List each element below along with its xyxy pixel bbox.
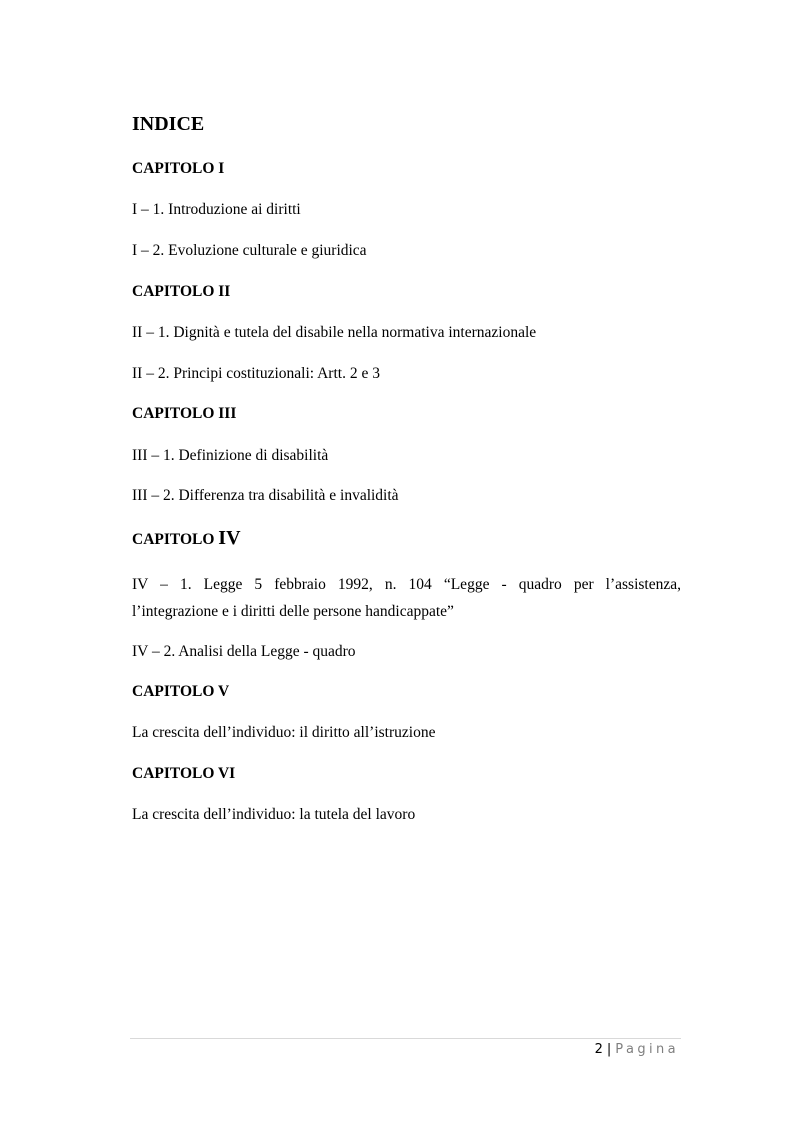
chapter-heading-1: CAPITOLO I: [132, 160, 225, 177]
chapter-heading-5: CAPITOLO V: [132, 683, 230, 700]
toc-entry: La crescita dell’individuo: il diritto all’istruzione: [132, 724, 436, 741]
toc-entry: La crescita dell’individuo: la tutela del lavoro: [132, 806, 416, 823]
toc-entry-line: l’integrazione e i diritti delle persone handicappate”: [132, 603, 454, 620]
chapter-heading-2: CAPITOLO II: [132, 283, 231, 300]
chapter-heading-6: CAPITOLO VI: [132, 765, 236, 782]
index-title: INDICE: [132, 113, 205, 135]
page-label: Pagina: [615, 1042, 679, 1057]
toc-entry: IV – 2. Analisi della Legge - quadro: [132, 643, 356, 660]
chapter-heading-3: CAPITOLO III: [132, 405, 237, 422]
page-footer: [595, 1041, 679, 1059]
footer-divider: [130, 1038, 681, 1039]
footer-separator: |: [606, 1042, 612, 1057]
chapter-heading-prefix: CAPITOLO: [132, 531, 219, 548]
toc-entry: III – 1. Definizione di disabilità: [132, 447, 329, 464]
chapter-heading-numeral: IV: [218, 527, 241, 549]
page-number: 2: [594, 1042, 603, 1057]
toc-entry-line: IV – 1. Legge 5 febbraio 1992, n. 104 “Legge - quadro per l’assistenza,: [132, 576, 681, 593]
chapter-heading-4: [132, 528, 241, 550]
toc-entry: II – 1. Dignità e tutela del disabile nella normativa internazionale: [132, 324, 537, 341]
toc-entry: I – 1. Introduzione ai diritti: [132, 201, 301, 218]
toc-entry: I – 2. Evoluzione culturale e giuridica: [132, 242, 367, 259]
toc-entry: III – 2. Differenza tra disabilità e invalidità: [132, 487, 399, 504]
toc-entry: II – 2. Principi costituzionali: Artt. 2 e 3: [132, 365, 380, 382]
toc-entry-multiline: [132, 571, 681, 625]
